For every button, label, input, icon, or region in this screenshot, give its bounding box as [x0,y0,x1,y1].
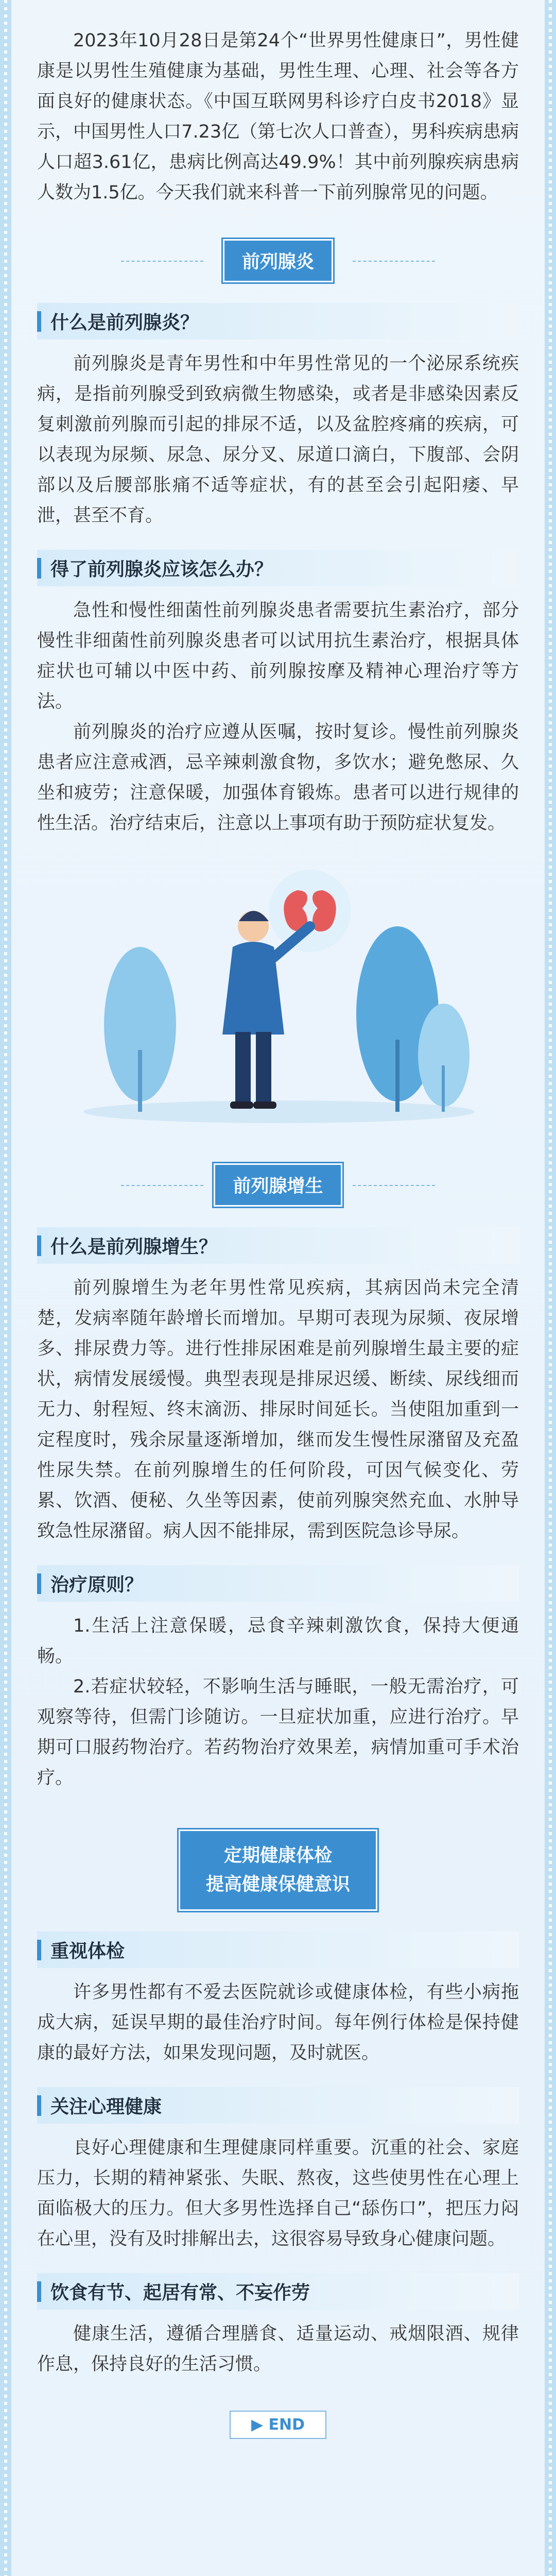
doctor-with-kidney-illustration [37,844,519,1132]
answer-paragraph: 前列腺炎是青年男性和中年男性常见的一个泌尿系统疾病，是指前列腺受到致病微生物感染，或者是非感染因素反复刺激前列腺而引起的排尿不适，以及盆腔疼痛的疾病，可以表现为尿频、尿急、尿分叉、尿道口滴白，下腹部、会阴部以及后腰部胀痛不适等症状，有的甚至会引起阳痿、早泄，甚至不育。 [37,353,519,526]
question-heading [37,1565,519,1602]
heading-bar-icon [37,1235,41,1256]
question-text: 得了前列腺炎应该怎么办？ [50,559,273,580]
end-marker [37,2411,519,2439]
heading-bar-icon [37,2095,41,2116]
question-text: 什么是前列腺增生？ [50,1236,218,1258]
heading-bar-icon [37,311,41,332]
heading-bar-icon [37,1573,41,1594]
answer-paragraph: 前列腺增生为老年男性常见疾病，其病因尚未完全清楚，发病率随年龄增长而增加。早期可表现为尿频、夜尿增多、排尿费力等。进行性排尿困难是前列腺增生最主要的症状，病情发展缓慢。典型表现是排尿迟缓、断续、尿线细而无力、射程短、终末滴沥、排尿时间延长。当使阻加重到一定程度时，残余尿量逐渐增加，继而发生慢性尿潴留及充盈性尿失禁。在前列腺增生的任何阶段，可因气候变化、劳累、饮酒、便秘、久坐等因素，使前列腺突然充血、水肿导致急性尿潴留。病人因不能排尿，需到医院急诊导尿。 [37,1278,519,1541]
right-rail-dots [549,0,552,2576]
tip-body: 健康生活，遵循合理膳食、适量运动、戒烟限酒、规律作息，保持良好的生活习惯。 [37,2324,519,2375]
left-rail-dots [4,0,7,2576]
tip-title: 饮食有节、起居有常、不妄作劳 [50,2282,310,2303]
question-heading [37,1227,519,1264]
answer-paragraph: 2.若症状较轻，不影响生活与睡眠，一般无需治疗，可观察等待，但需门诊随访。一旦症状加重，应进行治疗。早期可口服药物治疗。若药物治疗效果差，病情加重可手术治疗。 [37,1676,519,1788]
answer-paragraph: 前列腺炎的治疗应遵从医嘱，按时复诊。慢性前列腺炎患者应注意戒酒，忌辛辣刺激食物，多饮水；避免憋尿、久坐和疲劳；注意保暖，加强体育锻炼。患者可以进行规律的性生活。治疗结束后，注意以上事项有助于预防症状复发。 [37,722,519,834]
tip-title: 重视体检 [50,1941,125,1962]
question-heading [37,550,519,586]
checkup-callout [179,1829,377,1911]
callout-line-1: 定期健康体检 [223,1845,332,1866]
section-title-label: 前列腺增生 [214,1163,342,1207]
question-text: 什么是前列腺炎？ [50,312,199,333]
tip-heading [37,1931,519,1968]
article-body [37,26,519,2439]
end-label: END [268,2416,305,2434]
callout-line-2: 提高健康保健意识 [205,1874,350,1895]
doctor-illustration [37,844,519,1132]
tip-body: 良好心理健康和生理健康同样重要。沉重的社会、家庭压力，长期的精神紧张、失眠、熬夜，这些使男性在心理上面临极大的压力。但大多男性选择自己“舔伤口”，把压力闷在心里，没有及时排解出去，这很容易导致身心健康问题。 [37,2138,519,2249]
section-title-bph [214,1163,342,1207]
answer-paragraph: 1.生活上注意保暖，忌食辛辣刺激饮食，保持大便通畅。 [37,1616,519,1667]
tip-heading [37,2273,519,2310]
tip-title: 关注心理健康 [50,2096,162,2117]
intro-paragraph: 2023年10月28日是第24个“世界男性健康日”，男性健康是以男性生殖健康为基础，男性生理、心理、社会等各方面良好的健康状态。《中国互联网男科诊疗白皮书2018》显示，中国男性人口7.23亿（第七次人口普查），男科疾病患病人口超3.61亿，患病比例高达49.9%！其中前列腺疾病患病人数为1.5亿。今天我们就来科普一下前列腺常见的问题。 [37,30,519,203]
section-title-prostatitis [214,239,342,282]
tip-heading [37,2087,519,2124]
heading-bar-icon [37,558,41,579]
tip-body: 许多男性都有不爱去医院就诊或健康体检，有些小病拖成大病，延误早期的最佳治疗时间。每年例行体检是保持健康的最好方法，如果发现问题，及时就医。 [37,1982,519,2063]
section-title-label: 前列腺炎 [223,239,333,282]
question-heading [37,303,519,340]
heading-bar-icon [37,1940,41,1960]
play-icon: ▶ [251,2416,269,2434]
heading-bar-icon [37,2281,41,2302]
question-text: 治疗原则？ [50,1574,144,1596]
answer-paragraph: 急性和慢性细菌性前列腺炎患者需要抗生素治疗，部分慢性非细菌性前列腺炎患者可以试用抗生素治疗，根据具体症状也可辅以中医中药、前列腺按摩及精神心理治疗等方法。 [37,600,519,712]
